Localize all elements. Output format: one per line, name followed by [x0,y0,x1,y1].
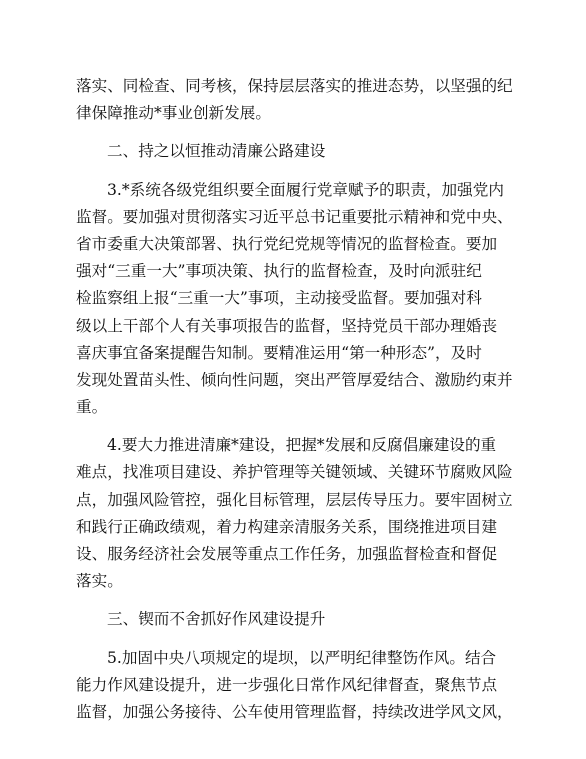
text-line: 监督，加强公务接待、公车使用管理监督，持续改进学风文风， [76,702,513,721]
paragraph-item-4 [76,432,512,595]
text-line: 律保障推动*事业创新发展。 [76,104,271,123]
text-line: 落实、同检查、同考核，保持层层落实的推进态势，以坚强的纪 [76,77,513,95]
paragraph-item-5 [76,645,512,727]
text-line: 监督。要加强对贯彻落实习近平总书记重要批示精神和党中央、 [76,207,513,226]
heading-text: 三、锲而不舍抓好作风建设提升 [107,610,326,629]
text-line: 5.加固中央八项规定的堤坝，以严明纪律整饬作风。结合 [107,648,497,667]
paragraph-continuation [76,73,512,127]
text-line: 能力作风建设提升，进一步强化日常作风纪律督查，聚焦节点 [76,675,498,694]
text-line: 落实。 [76,572,123,591]
heading-text: 二、持之以恒推动清廉公路建设 [107,142,326,161]
section-heading-2 [76,138,512,165]
text-line: 省市委重大决策部署、执行党纪党规等情况的监督检查。要加 [76,234,498,253]
text-line: 4.要大力推进清廉*建设，把握*发展和反腐倡廉建设的重 [107,436,497,455]
text-line: 点，加强风险管控，强化目标管理，层层传导压力。要牢固树立 [76,490,513,509]
text-line: 发现处置苗头性、倾向性问题，突出严管厚爱结合、激励约束并 [76,370,513,389]
document-body [76,73,512,726]
text-line: 3.*系统各级党组织要全面履行党章赋予的职责，加强党内 [107,180,504,199]
text-line: 难点，找准项目建设、养护管理等关键领域、关键环节腐败风险 [76,463,513,482]
text-line: 重。 [76,398,108,417]
text-line: 强对“三重一大”事项决策、执行的监督检查，及时向派驻纪 [76,262,482,281]
section-heading-3 [76,606,512,633]
paragraph-item-3 [76,177,512,422]
text-line: 级以上干部个人有关事项报告的监督，坚持党员干部办理婚丧 [76,316,498,335]
text-line: 检监察组上报“三重一大”事项，主动接受监督。要加强对科 [76,289,482,308]
text-line: 喜庆事宜备案提醒告知制。要精准运用“第一种形态”，及时 [76,343,482,362]
text-line: 设、服务经济社会发展等重点工作任务，加强监督检查和督促 [76,545,498,563]
text-line: 和践行正确政绩观，着力构建亲清服务关系，围绕推进项目建 [76,517,498,536]
